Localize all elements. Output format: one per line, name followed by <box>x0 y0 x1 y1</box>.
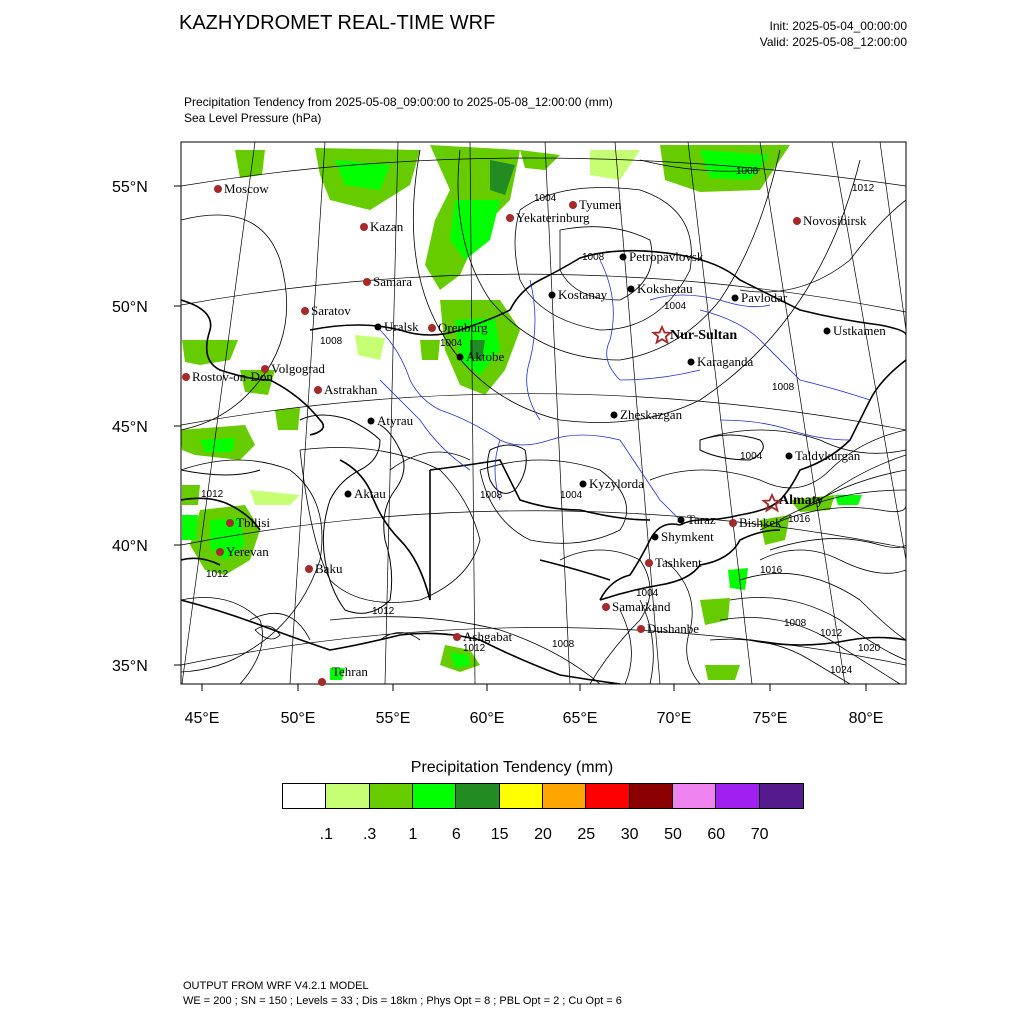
city-label: Shymkent <box>661 529 714 544</box>
lon-label: 70°E <box>656 710 692 727</box>
city-label: Yekaterinburg <box>516 210 590 225</box>
colorbar-swatch <box>543 784 586 808</box>
lat-label: 55°N <box>112 179 148 196</box>
city-label: Astrakhan <box>324 382 378 397</box>
city-label: Atyrau <box>377 413 414 428</box>
isobar-label: 1012 <box>852 183 875 194</box>
colorbar-swatch <box>413 784 456 808</box>
city-label: Ustkamen <box>833 323 886 338</box>
city-label: Bishkek <box>739 515 782 530</box>
isobar-label: 1008 <box>480 490 503 501</box>
lon-label: 60°E <box>469 710 505 727</box>
lat-label: 35°N <box>112 658 148 675</box>
lon-label: 65°E <box>562 710 598 727</box>
colorbar-swatch <box>500 784 543 808</box>
city-label: Novosibirsk <box>803 213 867 228</box>
city-label: Yerevan <box>226 544 269 559</box>
city-label: Baku <box>315 561 343 576</box>
colorbar-tick-label: 25 <box>577 826 596 843</box>
isobar-label: 1020 <box>858 643 881 654</box>
lon-label: 75°E <box>752 710 788 727</box>
colorbar-tick-label: 20 <box>534 826 552 843</box>
colorbar-tick-label: 60 <box>707 826 726 843</box>
lat-labels <box>112 179 148 675</box>
isobar-label: 1012 <box>820 628 843 639</box>
colorbar-title: Precipitation Tendency (mm) <box>410 759 614 776</box>
colorbar-tick-label: 70 <box>750 826 769 843</box>
lat-label: 50°N <box>112 299 148 316</box>
isobar-label: 1004 <box>636 588 659 599</box>
isobar-label: 1016 <box>760 565 783 576</box>
city-label: Karaganda <box>697 354 754 369</box>
isobar-label: 1008 <box>320 336 343 347</box>
colorbar-tick-label: .1 <box>319 826 333 843</box>
city-label: Pavlodar <box>741 290 788 305</box>
isobar-label: 1008 <box>736 166 759 177</box>
lon-label: 80°E <box>848 710 884 727</box>
city-label: Kyzylorda <box>589 476 644 491</box>
city-label: Volgograd <box>271 361 325 376</box>
model-info: OUTPUT FROM WRF V4.2.1 MODEL <box>183 980 369 992</box>
city-label: Kostanay <box>558 287 608 302</box>
lat-label: 40°N <box>112 538 148 555</box>
capital-label: Almaty <box>779 493 824 508</box>
isobar-label: 1004 <box>740 451 763 462</box>
isobar-label: 1008 <box>582 252 605 263</box>
city-label: Ashgabat <box>463 629 513 644</box>
colorbar-tick-label: 30 <box>620 826 639 843</box>
colorbar-tick-label: 15 <box>490 826 509 843</box>
city-label: Kokshetau <box>637 281 693 296</box>
city-label: Samarkand <box>612 599 671 614</box>
city-label: Tyumen <box>579 197 622 212</box>
city-label: Taldykurgan <box>795 448 861 463</box>
isobar-label: 1016 <box>788 514 811 525</box>
colorbar-swatch <box>673 784 716 808</box>
city-label: Zheskazgan <box>620 407 683 422</box>
city-label: Aktau <box>354 486 386 501</box>
capital-label: Nur-Sultan <box>670 328 738 343</box>
colorbar-swatch <box>760 784 803 808</box>
colorbar <box>282 783 804 809</box>
city-label: Petropavlovsk <box>629 249 704 264</box>
isobar-label: 1012 <box>372 606 395 617</box>
colorbar-swatch <box>283 784 326 808</box>
colorbar-swatch <box>586 784 629 808</box>
colorbar-swatch <box>716 784 759 808</box>
isobar-label: 1004 <box>664 301 687 312</box>
city-label: Kazan <box>370 219 404 234</box>
field-title-slp: Sea Level Pressure (hPa) <box>184 111 322 125</box>
colorbar-tick-label: .3 <box>362 826 377 843</box>
city-label: Uralsk <box>384 319 419 334</box>
field-title-precip: Precipitation Tendency from 2025-05-08_09:00:00 to 2025-05-08_12:00:00 (mm) <box>184 95 613 109</box>
lon-label: 45°E <box>184 710 220 727</box>
city-label: Tbilisi <box>236 515 270 530</box>
colorbar-swatch <box>326 784 369 808</box>
colorbar-tick-label: 6 <box>451 826 461 843</box>
lat-label: 45°N <box>112 419 148 436</box>
isobar-label: 1008 <box>772 382 795 393</box>
city-label: Samara <box>373 274 412 289</box>
isobar-label: 1008 <box>552 639 575 650</box>
lon-labels <box>185 710 884 727</box>
init-time: Init: 2025-05-04_00:00:00 <box>769 19 907 33</box>
model-config: WE = 200 ; SN = 150 ; Levels = 33 ; Dis = 18km ; Phys Opt = 8 ; PBL Opt = 2 ; Cu Opt = 6 <box>183 995 622 1007</box>
isobar-label: 1012 <box>201 489 224 500</box>
lon-label: 50°E <box>280 710 316 727</box>
colorbar-swatch <box>630 784 673 808</box>
colorbar-tick-label: 1 <box>408 826 418 843</box>
isobar-label: 1004 <box>534 193 557 204</box>
city-label: Taraz <box>687 512 716 527</box>
colorbar-swatch <box>456 784 499 808</box>
isobar-label: 1012 <box>206 569 229 580</box>
city-label: Tashkent <box>655 555 702 570</box>
city-label: Aktobe <box>466 349 505 364</box>
isobar-label: 1012 <box>463 643 486 654</box>
city-label: Dushanbe <box>647 621 699 636</box>
lon-label: 55°E <box>375 710 411 727</box>
city-label: Tehran <box>332 664 368 679</box>
colorbar-swatch <box>370 784 413 808</box>
isobar-label: 1004 <box>440 338 463 349</box>
isobar-label: 1008 <box>784 618 807 629</box>
city-label: Orenburg <box>438 320 488 335</box>
colorbar-tick-label: 50 <box>664 826 682 843</box>
valid-time: Valid: 2025-05-08_12:00:00 <box>759 35 907 49</box>
city-label: Rostov-on-Don <box>192 369 273 384</box>
city-label: Moscow <box>224 181 269 196</box>
city-label: Saratov <box>311 303 351 318</box>
map-title: KAZHYDROMET REAL-TIME WRF <box>179 12 496 34</box>
isobar-label: 1024 <box>830 665 853 676</box>
isobar-label: 1004 <box>560 490 583 501</box>
